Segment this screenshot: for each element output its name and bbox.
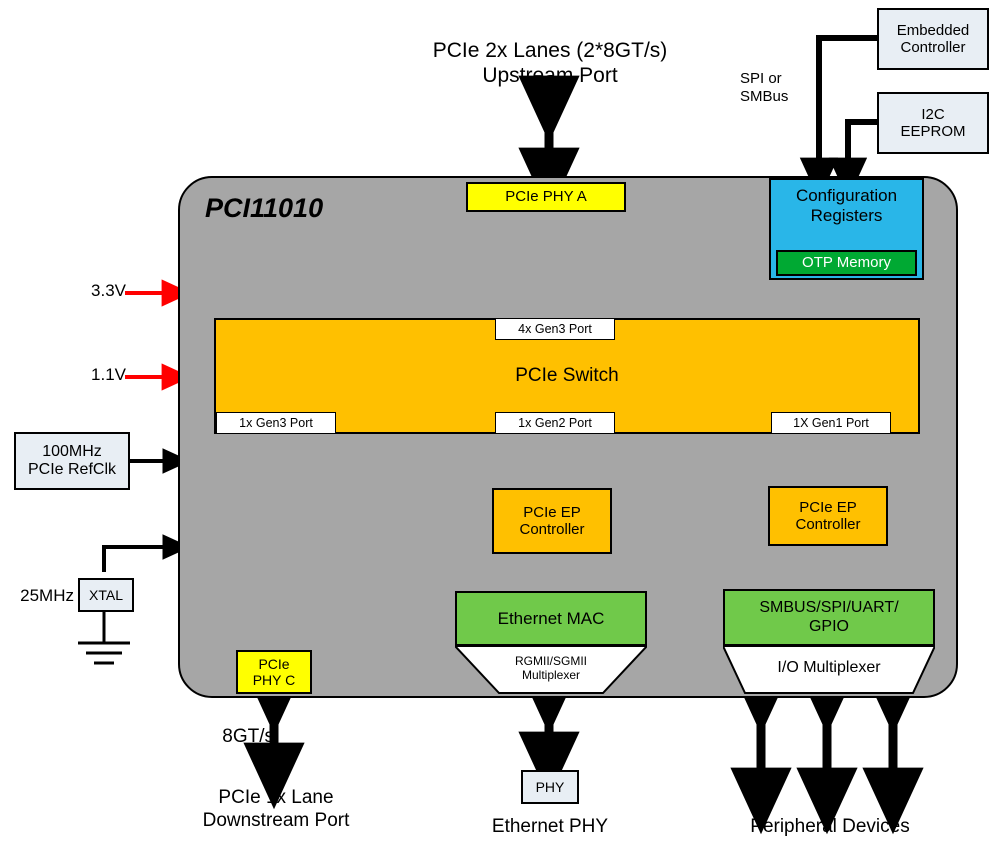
pcie-switch-block: PCIe Switch	[214, 318, 920, 434]
chip-title: PCI11010	[205, 193, 324, 223]
i2c-eeprom-line1: I2C	[921, 105, 945, 123]
voltage-1v1-label: 1.1V	[91, 365, 126, 384]
spi-or-smbus-line1: SPI or	[740, 70, 782, 87]
downstream-port-line2: Downstream Port	[202, 809, 350, 831]
downstream-port-label	[160, 787, 392, 833]
ethernet-mac-label: Ethernet MAC	[497, 608, 605, 628]
i2c-eeprom-line2: EEPROM	[900, 123, 966, 140]
pcie-refclk-line2: PCIe RefClk	[27, 461, 117, 478]
speed-8gts-label: 8GT/s	[222, 726, 274, 747]
xtal-frequency-label: 25MHz	[20, 586, 74, 605]
downstream-port-line1: PCIe 1x Lane	[218, 787, 334, 808]
spi-or-smbus-line2: SMBus	[740, 88, 789, 105]
embedded-controller-box	[877, 8, 989, 70]
pcie-phy-a-block: PCIe PHY A	[466, 182, 626, 212]
port-1x-gen2: 1x Gen2 Port	[495, 412, 615, 434]
smbus-block-line2: GPIO	[808, 617, 849, 635]
ethernet-mac-block	[455, 591, 647, 646]
upstream-port-label-line1: PCIe 2x Lanes (2*8GT/s)	[432, 39, 668, 62]
rgmii-mux-label	[455, 654, 647, 683]
phy-box: PHY	[521, 770, 579, 804]
port-4x-gen3: 4x Gen3 Port	[495, 318, 615, 340]
pcie-phy-c-line2: PHY C	[252, 672, 296, 688]
rgmii-sgmii-multiplexer-block	[455, 646, 647, 694]
rgmii-mux-line1: RGMII/SGMII	[515, 654, 587, 668]
peripheral-devices-label: Peripheral Devices	[750, 816, 910, 837]
i2c-eeprom-box	[877, 92, 989, 154]
io-multiplexer-label: I/O Multiplexer	[777, 659, 881, 676]
pcie-ep-controller-1-line1: PCIe EP	[523, 503, 581, 521]
pcie-ep-controller-2-line1: PCIe EP	[799, 498, 857, 516]
otp-memory-block: OTP Memory	[776, 250, 917, 276]
pcie-ep-controller-2-line2: Controller	[795, 516, 861, 533]
embedded-controller-line1: Embedded	[896, 21, 970, 39]
ethernet-phy-label: Ethernet PHY	[491, 816, 609, 837]
xtal-box: XTAL	[78, 578, 134, 612]
pcie-refclk-box	[14, 432, 130, 490]
io-multiplexer-block	[723, 646, 935, 694]
pcie-ep-controller-1-line2: Controller	[519, 521, 585, 538]
port-1x-gen3: 1x Gen3 Port	[216, 412, 336, 434]
upstream-port-label-line2: Upstream Port	[482, 64, 618, 88]
rgmii-mux-line2: Multiplexer	[521, 668, 581, 683]
pcie-phy-c-block	[236, 650, 312, 694]
port-1x-gen1: 1X Gen1 Port	[771, 412, 891, 434]
smbus-spi-uart-gpio-block	[723, 589, 935, 646]
configuration-registers-line1: Configuration	[795, 186, 898, 205]
smbus-block-line1: SMBUS/SPI/UART/	[759, 599, 899, 617]
pcie-refclk-line1: 100MHz	[42, 442, 102, 460]
embedded-controller-line2: Controller	[900, 39, 966, 56]
pcie-phy-c-line1: PCIe	[258, 655, 290, 672]
voltage-3v3-label: 3.3V	[91, 281, 126, 300]
upstream-port-label	[400, 38, 700, 88]
pcie-ep-controller-1	[492, 488, 612, 554]
configuration-registers-line2: Registers	[810, 205, 883, 225]
spi-or-smbus-label	[740, 70, 822, 106]
pcie-ep-controller-2	[768, 486, 888, 546]
